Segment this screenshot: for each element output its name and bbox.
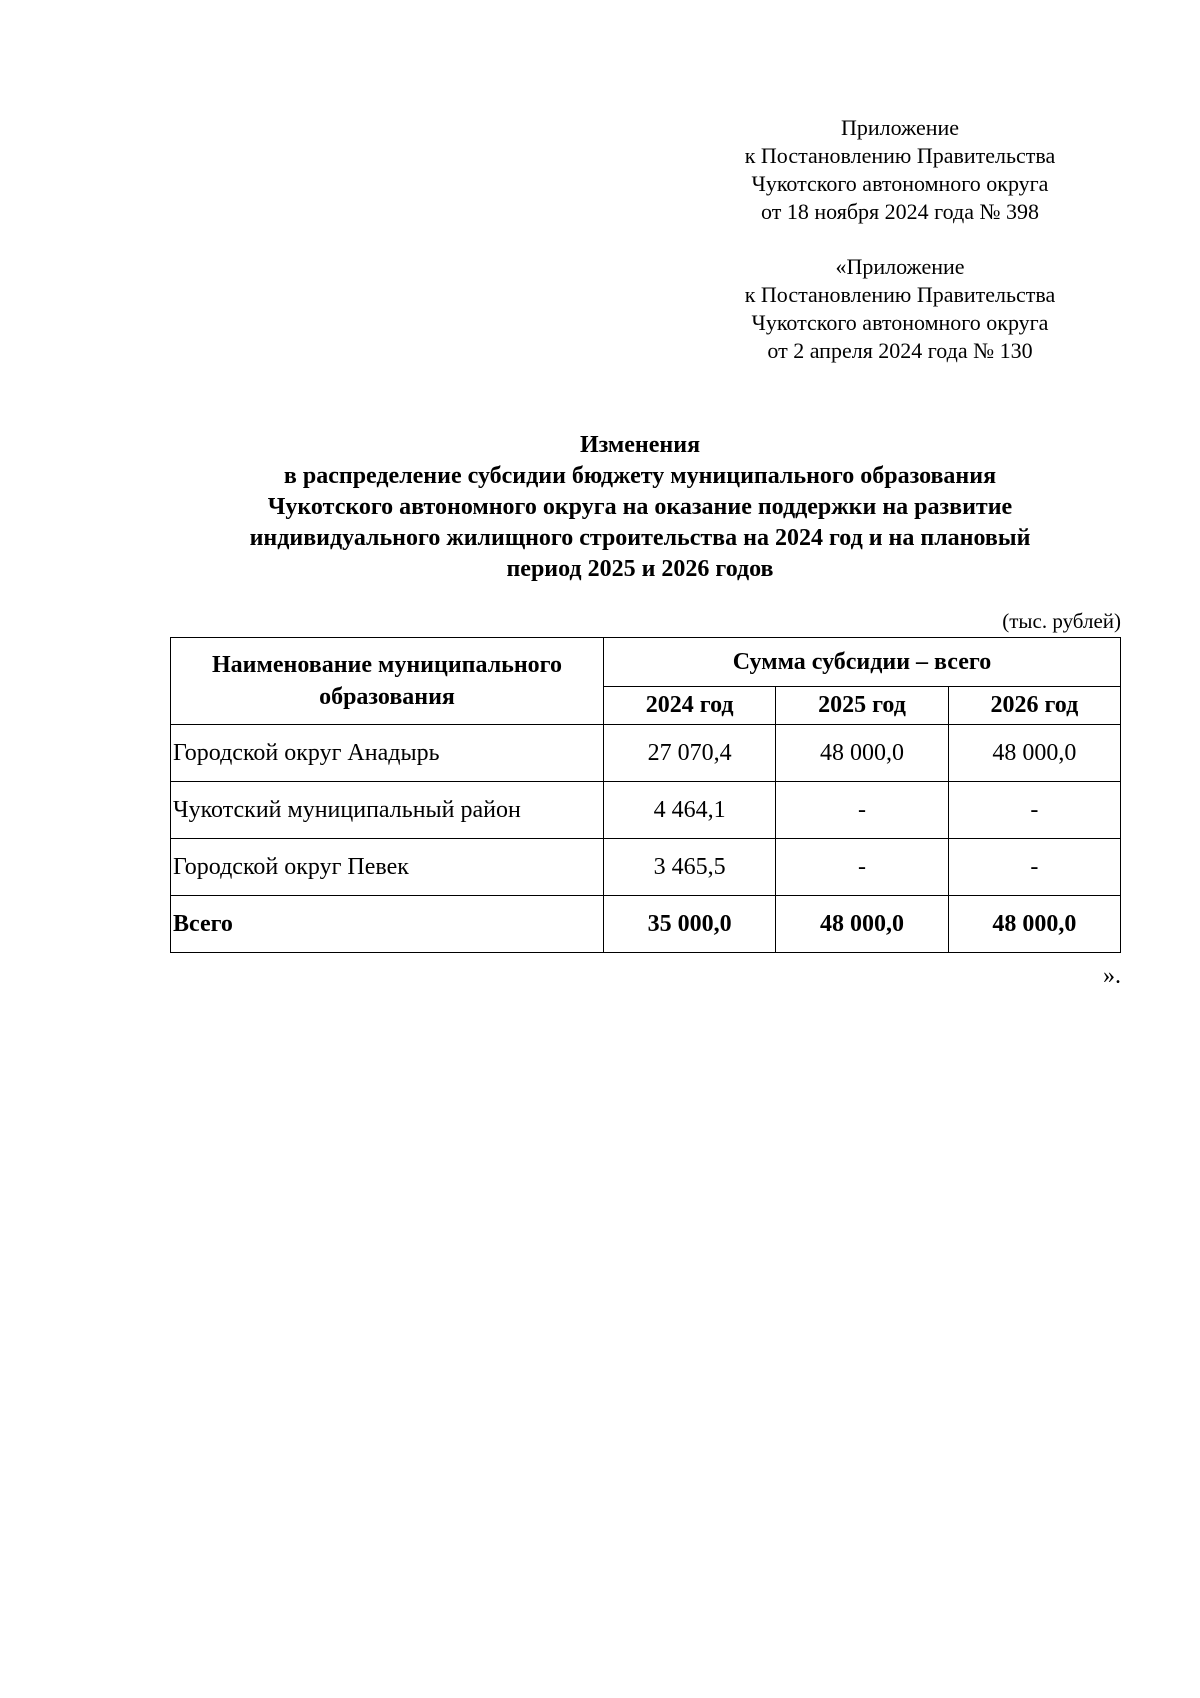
municipality-name: Городской округ Певек <box>171 839 604 896</box>
approval-stamp-current <box>700 114 1100 226</box>
document-title <box>160 430 1120 585</box>
title-line: в распределение субсидии бюджету муниципального образования <box>283 463 997 489</box>
municipality-name: Городской округ Анадырь <box>171 725 604 782</box>
approval-line: Чукотского автономного округа <box>751 310 1049 335</box>
header-year: 2026 год <box>948 687 1120 725</box>
table-row <box>171 782 1121 839</box>
amount-cell: 27 070,4 <box>604 725 776 782</box>
header-year: 2024 год <box>604 687 776 725</box>
amount-cell: 48 000,0 <box>776 725 948 782</box>
approval-line: Приложение <box>840 115 960 140</box>
title-line: Изменения <box>579 432 701 458</box>
total-amount-cell: 48 000,0 <box>948 896 1120 953</box>
approval-line: «Приложение <box>835 254 965 279</box>
total-amount-cell: 48 000,0 <box>776 896 948 953</box>
header-year: 2025 год <box>776 687 948 725</box>
table-row <box>171 725 1121 782</box>
amount-cell: - <box>776 839 948 896</box>
municipality-name: Чукотский муниципальный район <box>171 782 604 839</box>
header-municipality: Наименование муниципального образования <box>171 638 604 725</box>
title-line: период 2025 и 2026 годов <box>506 556 774 582</box>
table-header-row <box>171 638 1121 687</box>
units-label: (тыс. рублей) <box>1002 609 1121 633</box>
table-total-row <box>171 896 1121 953</box>
total-label: Всего <box>171 896 604 953</box>
amount-cell: - <box>948 782 1120 839</box>
approval-stamp-original <box>700 253 1100 365</box>
closing-quote: ». <box>1103 963 1121 989</box>
approval-line: Чукотского автономного округа <box>751 171 1049 196</box>
amount-cell: 4 464,1 <box>604 782 776 839</box>
amount-cell: - <box>948 839 1120 896</box>
table-row <box>171 839 1121 896</box>
approval-line: к Постановлению Правительства <box>744 282 1056 307</box>
header-subsidy-total: Сумма субсидии – всего <box>604 638 1121 687</box>
title-line: индивидуального жилищного строительства на 2024 год и на плановый <box>249 525 1031 551</box>
amount-cell: 3 465,5 <box>604 839 776 896</box>
title-line: Чукотского автономного округа на оказание поддержки на развитие <box>267 494 1013 520</box>
subsidy-table <box>170 637 1121 953</box>
approval-line: от 2 апреля 2024 года № 130 <box>767 338 1033 363</box>
amount-cell: - <box>776 782 948 839</box>
amount-cell: 48 000,0 <box>948 725 1120 782</box>
total-amount-cell: 35 000,0 <box>604 896 776 953</box>
approval-line: от 18 ноября 2024 года № 398 <box>761 199 1039 224</box>
approval-line: к Постановлению Правительства <box>744 143 1056 168</box>
